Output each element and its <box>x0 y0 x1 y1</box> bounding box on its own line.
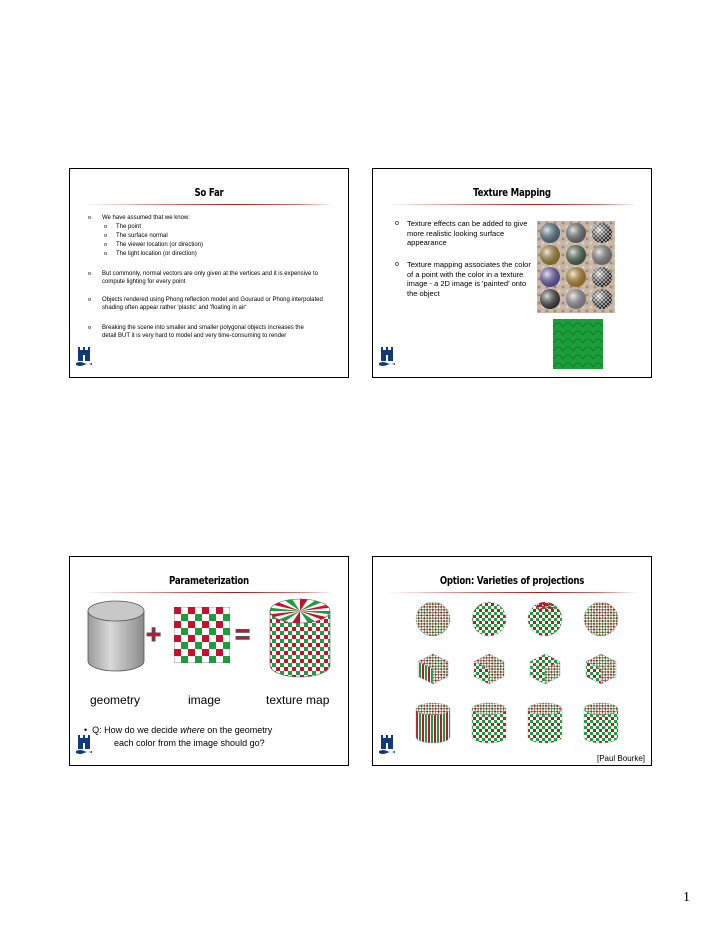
sub-bullet <box>104 233 334 241</box>
slide-parameterization <box>69 556 349 766</box>
projections-grid-image <box>413 597 633 747</box>
slide-so-far <box>69 168 349 378</box>
title-rule <box>387 592 637 593</box>
bullet <box>88 297 328 312</box>
question-text <box>84 724 272 736</box>
bullet <box>88 271 328 286</box>
university-logo-icon <box>379 735 395 755</box>
bullet <box>88 325 318 340</box>
textured-spheres-image <box>537 221 615 313</box>
bullet-text: The point <box>116 224 142 230</box>
bullet <box>395 260 533 298</box>
equals-sign: = <box>235 619 251 649</box>
bullet-text: The light location (or direction) <box>116 251 197 257</box>
bullet <box>395 219 535 248</box>
page-number: 1 <box>683 890 690 905</box>
university-logo-icon <box>76 735 92 755</box>
bullet-dot: • <box>84 725 88 735</box>
sub-bullet <box>104 242 334 250</box>
slide-projections <box>372 556 652 766</box>
question-emphasis: where <box>180 725 205 735</box>
slide-title: So Far <box>194 187 224 199</box>
image-credit: [Paul Bourke] <box>596 754 645 763</box>
title-rule <box>84 204 334 205</box>
geometry-label: geometry <box>90 693 141 707</box>
bullet-marker: o <box>104 242 108 248</box>
bullet-marker: o <box>88 325 92 331</box>
texture-mapped-cylinder-image <box>268 595 332 681</box>
checkerboard-image <box>174 607 230 663</box>
bullet-text: Texture effects can be added to give more realistic looking surface appearance <box>407 219 528 247</box>
image-label: image <box>188 693 221 707</box>
bullet-marker: o <box>104 233 108 239</box>
slide-texture-mapping <box>372 168 652 378</box>
bullet-text: But commonly, normal vectors are only given at the vertices and it is expensive to compute lighting for every point <box>102 271 318 285</box>
plus-sign: + <box>146 619 162 649</box>
bullet-text: The viewer location (or direction) <box>116 242 204 248</box>
cylinder-geometry-image <box>86 597 146 677</box>
bullet-marker: o <box>88 297 92 303</box>
texture-map-label: texture map <box>266 693 330 707</box>
bullet-text: The surface normal <box>116 233 168 239</box>
title-rule <box>84 592 334 593</box>
question-part-b: on the geometry <box>204 725 273 735</box>
slide-title: Texture Mapping <box>473 187 551 199</box>
bullet <box>88 215 338 223</box>
sub-bullet <box>104 251 334 259</box>
sub-bullet <box>104 224 334 232</box>
bullet-marker: o <box>395 220 399 227</box>
question-text-line2: each color from the image should go? <box>114 738 265 748</box>
bullet-marker: o <box>104 251 108 257</box>
question-part-a: Q: How do we decide <box>92 725 181 735</box>
slide-title: Option: Varieties of projections <box>439 575 585 587</box>
bullet-marker: o <box>104 224 108 230</box>
university-logo-icon <box>76 347 92 367</box>
bullet-text: Breaking the scene into smaller and smaller polygonal objects increases the detail BUT it is very hard to model and very time-consuming to render <box>102 325 304 339</box>
bullet-marker: o <box>395 261 399 268</box>
bullet-text: Texture mapping associates the color of a point with the color in a texture image - a 2D image is 'painted' onto the object <box>407 260 531 298</box>
bullet-text: Objects rendered using Phong reflection model and Gouraud or Phong interpolated shading often appear rather 'plastic' and 'floating in air' <box>102 297 323 311</box>
bullet-marker: o <box>88 215 92 221</box>
slide-title: Parameterization <box>169 575 249 587</box>
university-logo-icon <box>379 347 395 367</box>
bullet-marker: o <box>88 271 92 277</box>
title-rule <box>387 204 637 205</box>
bullet-text: We have assumed that we know: <box>102 215 190 221</box>
green-texture-image <box>553 319 603 369</box>
